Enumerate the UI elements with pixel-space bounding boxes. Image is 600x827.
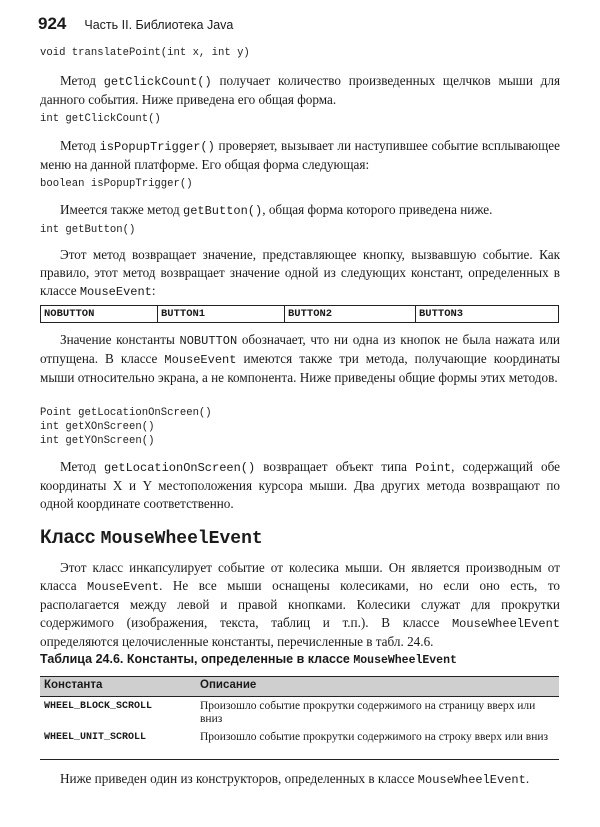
paragraph-get-location-on-screen: Метод getLocationOnScreen() возвращает объект типа Point, содержащий обе координаты X и Y местоположения курсора мыши. Два других метода возвращают по одной координате соответственно. — [40, 459, 560, 511]
const-cell: BUTTON3 — [416, 306, 559, 323]
running-title: Часть II. Библиотека Java — [84, 18, 234, 32]
code-location-methods: Point getLocationOnScreen() int getXOnScreen() int getYOnScreen() — [40, 407, 212, 447]
constant-description: Произошло событие прокрутки содержимого на строку вверх или вниз — [200, 731, 549, 743]
constant-description: Произошло событие прокрутки содержимого на страницу вверх или вниз — [200, 700, 536, 725]
paragraph-constructor: Ниже приведен один из конструкторов, определенных в классе MouseWheelEvent. — [60, 771, 530, 787]
button-constants-table — [40, 305, 559, 323]
constant-name: WHEEL_UNIT_SCROLL — [44, 732, 147, 743]
code-get-click-count: int getClickCount() — [40, 113, 161, 125]
column-header-constant: Константа — [44, 679, 103, 691]
paragraph-get-click-count: Метод getClickCount() получает количество произведенных щелчков мыши для данного события. Ниже приведена его общая форма. — [40, 73, 561, 107]
code-translate-point: void translatePoint(int x, int y) — [40, 47, 250, 59]
page-header — [38, 14, 233, 36]
paragraph-button-values: Этот метод возвращает значение, представляющее кнопку, вызвавшую событие. Как правило, этот метод возвращает значение одной из следующих констант, определенных в классе MouseEvent: — [40, 247, 560, 299]
code-get-button: int getButton() — [40, 224, 136, 236]
paragraph-nobutton: Значение константы NOBUTTON обозначает, что ни одна из кнопок не была нажата или отпущена. В классе MouseEvent имеются также три метода, получающие координаты мыши относительно экрана, а не компонента. Ниже приведены общие формы этих методов. — [40, 332, 560, 385]
const-cell: BUTTON2 — [285, 306, 416, 323]
paragraph-is-popup-trigger: Метод isPopupTrigger() проверяет, вызывает ли наступившее событие всплывающее меню на данной платформе. Его общая форма следующая: — [40, 138, 561, 172]
table-header-row — [40, 676, 559, 697]
section-heading: Класс MouseWheelEvent — [40, 527, 263, 549]
code-is-popup-trigger: boolean isPopupTrigger() — [40, 178, 193, 190]
paragraph-get-button: Имеется также метод getButton(), общая форма которого приведена ниже. — [60, 202, 493, 218]
page-number: 924 — [38, 14, 67, 33]
wheel-constants-table — [40, 676, 559, 760]
paragraph-mouse-wheel-event: Этот класс инкапсулирует событие от колесика мыши. Он является производным от класса MouseEvent. Не все мыши оснащены колесиками, но если оно есть, то располагается между левой и правой кнопками. Колесики служат для прокрутки содержимого (изображения, текста, таблиц и т.п.). В классе MouseWheelEvent определяются целочисленные константы, перечисленные в табл. 24.6. — [40, 560, 561, 649]
constant-name: WHEEL_BLOCK_SCROLL — [44, 701, 153, 712]
column-header-description: Описание — [200, 679, 257, 691]
const-cell: BUTTON1 — [158, 306, 285, 323]
table-caption: Таблица 24.6. Константы, определенные в классе MouseWheelEvent — [40, 652, 457, 667]
const-cell: NOBUTTON — [41, 306, 158, 323]
table-row — [40, 728, 559, 760]
table-row — [40, 697, 559, 728]
